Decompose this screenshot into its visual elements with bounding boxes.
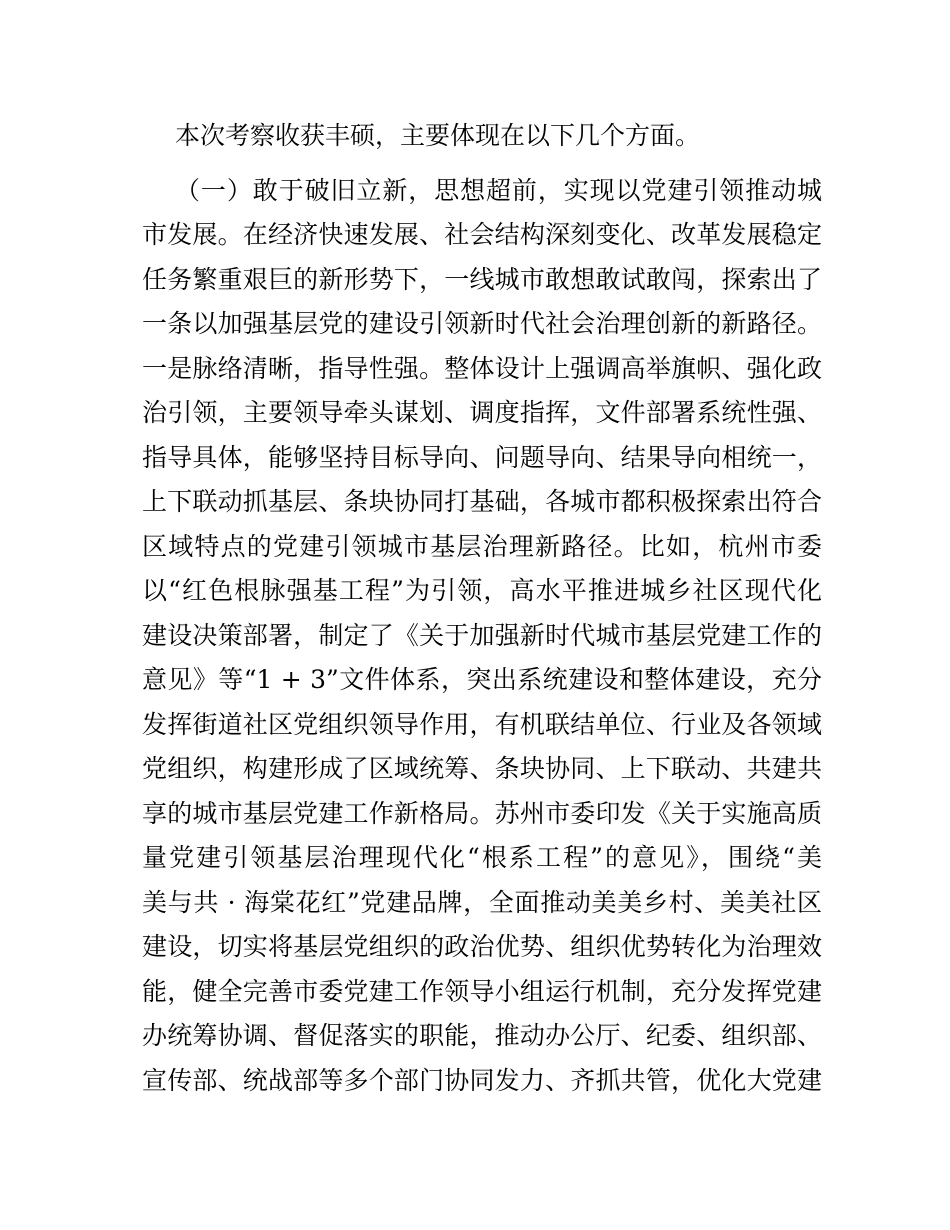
paragraph-2-line-21: 宣传部、统战部等多个部门协同发力、齐抓共管，优化大党建 bbox=[142, 1065, 822, 1095]
paragraph-2-line-1: （一）敢于破旧立新，思想超前，实现以党建引领推动城 bbox=[175, 175, 822, 205]
paragraph-2-line-6: 治引领，主要领导牵头谋划、调度指挥，文件部署系统性强、 bbox=[142, 398, 822, 427]
paragraph-2-line-2: 市发展。在经济快速发展、社会结构深刻变化、改革发展稳定 bbox=[142, 220, 822, 249]
paragraph-2-line-19: 能，健全完善市委党建工作领导小组运行机制，充分发挥党建 bbox=[142, 976, 822, 1006]
paragraph-2-line-20: 办统筹协调、督促落实的职能，推动办公厅、纪委、组织部、 bbox=[142, 1021, 822, 1050]
paragraph-2-line-15: 享的城市基层党建工作新格局。苏州市委印发《关于实施高质 bbox=[142, 798, 822, 828]
paragraph-2-line-4: 一条以加强基层党的建设引领新时代社会治理创新的新路径。 bbox=[142, 309, 822, 338]
paragraph-2-line-5: 一是脉络清晰，指导性强。整体设计上强调高举旗帜、强化政 bbox=[142, 353, 822, 383]
paragraph-2-line-8: 上下联动抓基层、条块协同打基础，各城市都积极探索出符合 bbox=[142, 487, 822, 516]
paragraph-2-line-10: 以“红色根脉强基工程”为引领，高水平推进城乡社区现代化 bbox=[142, 576, 822, 605]
paragraph-2-line-11: 建设决策部署，制定了《关于加强新时代城市基层党建工作的 bbox=[142, 620, 822, 650]
paragraph-2-line-9: 区域特点的党建引领城市基层治理新路径。比如，杭州市委 bbox=[142, 531, 822, 561]
paragraph-2-line-7: 指导具体，能够坚持目标导向、问题导向、结果导向相统一， bbox=[142, 442, 822, 472]
document-body bbox=[142, 114, 822, 1103]
paragraph-2-line-13: 发挥街道社区党组织领导作用，有机联结单位、行业及各领域 bbox=[142, 709, 822, 739]
paragraph-2-line-3: 任务繁重艰巨的新形势下，一线城市敢想敢试敢闯，探索出了 bbox=[142, 264, 822, 294]
paragraph-1-line-1: 本次考察收获丰硕，主要体现在以下几个方面。 bbox=[175, 121, 701, 150]
paragraph-2-line-18: 建设，切实将基层党组织的政治优势、组织优势转化为治理效 bbox=[142, 932, 822, 961]
paragraph-2-line-16: 量党建引领基层治理现代化“根系工程”的意见》，围绕“美 bbox=[142, 843, 822, 872]
paragraph-2-line-14: 党组织，构建形成了区域统筹、条块协同、上下联动、共建共 bbox=[142, 754, 822, 783]
paragraph-2-line-12: 意见》等“1 + 3”文件体系，突出系统建设和整体建设，充分 bbox=[142, 665, 822, 694]
paragraph-2-line-17: 美与共 · 海棠花红”党建品牌，全面推动美美乡村、美美社区 bbox=[142, 887, 822, 917]
